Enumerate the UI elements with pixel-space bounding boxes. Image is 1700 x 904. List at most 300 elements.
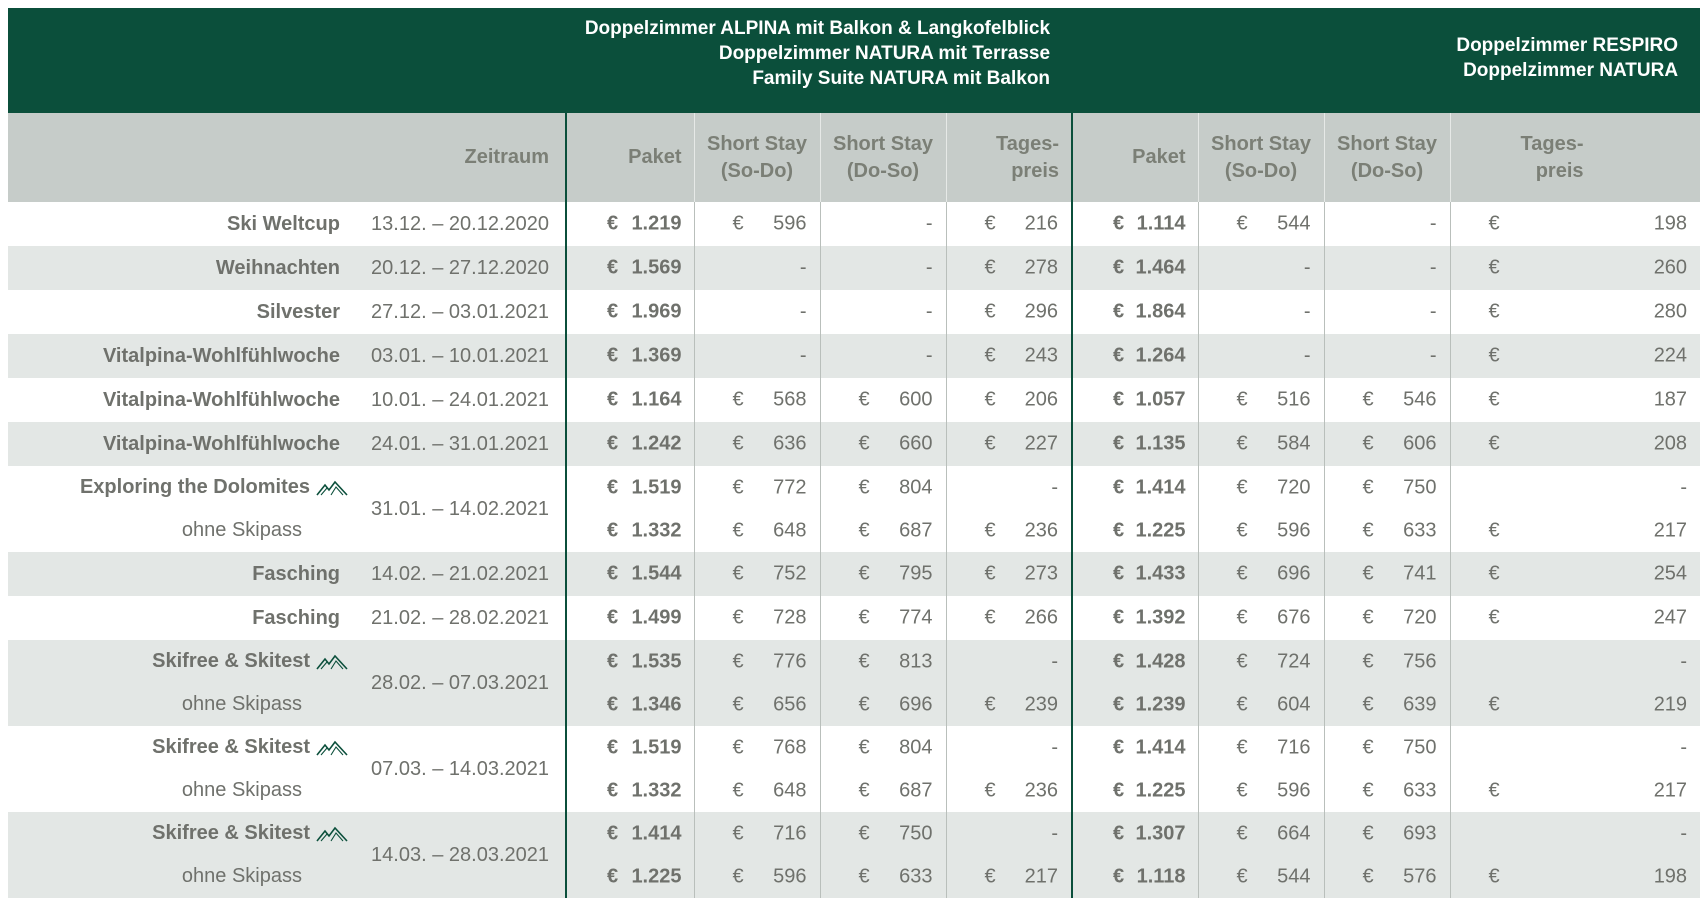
- package-price-cell: [1072, 855, 1198, 898]
- euro-sign: €: [607, 300, 619, 323]
- euro-sign: €: [607, 650, 619, 672]
- euro-sign: €: [1488, 606, 1500, 629]
- price-value: 236: [1024, 779, 1059, 801]
- euro-sign: €: [858, 650, 870, 672]
- price-value: 296: [1024, 300, 1059, 323]
- price-cell: [820, 812, 946, 855]
- euro-sign: €: [1236, 865, 1248, 887]
- package-price-cell: [1072, 334, 1198, 378]
- price-cell: [694, 334, 820, 378]
- price-value: 247: [1653, 606, 1688, 629]
- price-cell: [694, 422, 820, 466]
- mountain-icon: [316, 740, 348, 756]
- price-cell: [694, 683, 820, 726]
- price-cell: [820, 683, 946, 726]
- mountain-icon: [316, 654, 348, 670]
- euro-sign: €: [984, 432, 996, 455]
- euro-sign: €: [1236, 212, 1248, 235]
- price-cell: [820, 466, 946, 509]
- package-price-cell: [1072, 552, 1198, 596]
- euro-sign: €: [1362, 865, 1374, 887]
- euro-sign: €: [1488, 388, 1500, 411]
- price-value: 687: [899, 519, 933, 541]
- price-value: 216: [1024, 212, 1059, 235]
- price-value: 1.369: [631, 344, 682, 367]
- price-cell: [946, 596, 1072, 640]
- price-value: 1.544: [631, 562, 682, 585]
- no-price-dash: -: [799, 344, 807, 367]
- euro-sign: €: [607, 519, 619, 541]
- euro-sign: €: [1113, 865, 1125, 887]
- price-cell: [1450, 334, 1700, 378]
- price-value: 1.414: [631, 822, 682, 844]
- price-value: 633: [1403, 519, 1437, 541]
- no-price-dash: -: [1303, 300, 1311, 323]
- date-range: 14.02. – 21.02.2021: [348, 552, 566, 596]
- price-cell: [694, 290, 820, 334]
- price-table: [8, 8, 1700, 898]
- price-cell: [1324, 683, 1450, 726]
- price-cell: [1450, 378, 1700, 422]
- offer-name: Skifree & Skitest: [152, 736, 310, 758]
- price-value: 1.239: [1135, 693, 1186, 715]
- price-value: 1.219: [631, 212, 682, 235]
- col-label-bottom: (Do-So): [846, 159, 920, 182]
- price-value: 1.499: [631, 606, 682, 629]
- price-value: 219: [1653, 693, 1688, 715]
- price-cell: [1324, 202, 1450, 246]
- price-value: 687: [899, 779, 933, 801]
- euro-sign: €: [1236, 519, 1248, 541]
- price-value: 606: [1403, 432, 1437, 455]
- package-price-cell: [566, 812, 694, 855]
- price-value: 596: [1277, 519, 1311, 541]
- price-cell: [1198, 855, 1324, 898]
- euro-sign: €: [732, 562, 744, 585]
- package-price-cell: [1072, 378, 1198, 422]
- price-cell: [1324, 769, 1450, 812]
- no-price-dash: -: [1051, 822, 1059, 844]
- price-cell: [694, 812, 820, 855]
- col-label-top: Tages-: [1520, 132, 1584, 155]
- price-value: 236: [1024, 519, 1059, 541]
- price-cell: [820, 726, 946, 769]
- euro-sign: €: [732, 779, 744, 801]
- price-value: 716: [1277, 736, 1311, 758]
- date-range: 14.03. – 28.03.2021: [348, 812, 566, 898]
- room-group-1: [566, 8, 1072, 113]
- price-cell: [1324, 466, 1450, 509]
- package-price-cell: [1072, 683, 1198, 726]
- no-price-dash: -: [1429, 212, 1437, 235]
- price-cell: [820, 202, 946, 246]
- package-price-cell: [566, 334, 694, 378]
- price-value: 750: [899, 822, 933, 844]
- no-price-dash: -: [1680, 476, 1688, 498]
- offer-subtitle: ohne Skipass: [181, 519, 302, 541]
- price-value: 544: [1277, 865, 1311, 887]
- euro-sign: €: [1488, 865, 1500, 887]
- date-range: 03.01. – 10.01.2021: [348, 334, 566, 378]
- price-value: 217: [1653, 519, 1688, 541]
- euro-sign: €: [1488, 212, 1500, 235]
- col-short-so-do-1: [694, 113, 820, 202]
- offer-name: Fasching: [252, 606, 340, 629]
- price-cell: [1198, 509, 1324, 552]
- euro-sign: €: [732, 693, 744, 715]
- price-value: 768: [773, 736, 807, 758]
- price-cell: [1450, 683, 1700, 726]
- price-cell: [946, 202, 1072, 246]
- price-cell: [1324, 290, 1450, 334]
- price-value: 187: [1653, 388, 1688, 411]
- col-tagespreis-2: [1450, 113, 1700, 202]
- package-price-cell: [1072, 509, 1198, 552]
- package-price-cell: [1072, 422, 1198, 466]
- euro-sign: €: [858, 606, 870, 629]
- price-cell: [694, 769, 820, 812]
- euro-sign: €: [732, 476, 744, 498]
- no-price-dash: -: [1429, 300, 1437, 323]
- package-price-cell: [1072, 812, 1198, 855]
- table-row: [8, 290, 1700, 334]
- price-cell: [1450, 246, 1700, 290]
- package-price-cell: [566, 202, 694, 246]
- price-cell: [1450, 726, 1700, 769]
- euro-sign: €: [607, 606, 619, 629]
- price-value: 720: [1403, 606, 1437, 629]
- euro-sign: €: [1236, 822, 1248, 844]
- price-value: 1.428: [1135, 650, 1186, 672]
- price-cell: [946, 290, 1072, 334]
- offer-name: Weihnachten: [215, 256, 340, 279]
- price-value: 584: [1277, 432, 1311, 455]
- euro-sign: €: [1362, 562, 1374, 585]
- price-cell: [1198, 378, 1324, 422]
- price-value: 636: [773, 432, 807, 455]
- date-range: 10.01. – 24.01.2021: [371, 388, 549, 411]
- euro-sign: €: [607, 344, 619, 367]
- price-cell: [1198, 246, 1324, 290]
- euro-sign: €: [984, 388, 996, 411]
- euro-sign: €: [1113, 519, 1125, 541]
- offer-name: Vitalpina-Wohlfühlwoche: [102, 432, 340, 455]
- euro-sign: €: [1113, 822, 1125, 844]
- price-cell: [820, 855, 946, 898]
- price-value: 696: [899, 693, 933, 715]
- offer-name: Exploring the Dolomites: [79, 476, 310, 498]
- euro-sign: €: [607, 865, 619, 887]
- price-cell: [946, 640, 1072, 683]
- price-cell: [694, 466, 820, 509]
- table-row: [8, 812, 1700, 898]
- offer-name-cell: [8, 334, 348, 378]
- euro-sign: €: [1362, 432, 1374, 455]
- column-header-row: [8, 113, 1700, 202]
- price-cell: [694, 855, 820, 898]
- date-range: 20.12. – 27.12.2020: [348, 246, 566, 290]
- price-cell: [946, 552, 1072, 596]
- col-short-so-do-2: [1198, 113, 1324, 202]
- price-cell: [1198, 552, 1324, 596]
- col-label-bottom: (Do-So): [1350, 159, 1424, 182]
- euro-sign: €: [984, 693, 996, 715]
- room-group-2-line-1: Doppelzimmer RESPIRO: [1456, 35, 1679, 56]
- col-label-bottom: (So-Do): [720, 159, 794, 182]
- price-value: 1.242: [631, 432, 682, 455]
- price-value: 1.519: [631, 476, 682, 498]
- price-cell: [1450, 769, 1700, 812]
- price-value: 1.225: [631, 865, 682, 887]
- price-value: 741: [1403, 562, 1437, 585]
- offer-name: Ski Weltcup: [227, 212, 340, 235]
- col-label-top: Short Stay: [706, 132, 808, 155]
- euro-sign: €: [1362, 736, 1374, 758]
- price-cell: [694, 378, 820, 422]
- price-cell: [1324, 596, 1450, 640]
- table-row: [8, 466, 1700, 552]
- euro-sign: €: [1362, 606, 1374, 629]
- date-range: 24.01. – 31.01.2021: [348, 422, 566, 466]
- price-cell: [946, 378, 1072, 422]
- price-value: 266: [1024, 606, 1059, 629]
- euro-sign: €: [732, 606, 744, 629]
- package-price-cell: [566, 552, 694, 596]
- price-cell: [820, 552, 946, 596]
- euro-sign: €: [1362, 388, 1374, 411]
- price-cell: [946, 812, 1072, 855]
- euro-sign: €: [607, 212, 619, 235]
- no-price-dash: -: [1429, 256, 1437, 279]
- price-value: 516: [1277, 388, 1311, 411]
- package-price-cell: [1072, 769, 1198, 812]
- price-cell: [946, 683, 1072, 726]
- euro-sign: €: [1236, 693, 1248, 715]
- price-value: 600: [899, 388, 933, 411]
- euro-sign: €: [1113, 256, 1125, 279]
- price-value: 206: [1024, 388, 1059, 411]
- price-value: 660: [899, 432, 933, 455]
- price-value: 1.164: [631, 388, 682, 411]
- price-value: 728: [773, 606, 807, 629]
- col-label-wrap: [1521, 131, 1584, 185]
- price-cell: [946, 509, 1072, 552]
- no-price-dash: -: [799, 256, 807, 279]
- price-value: 208: [1653, 432, 1688, 455]
- col-label-bottom: preis: [1535, 159, 1584, 182]
- euro-sign: €: [1113, 388, 1125, 411]
- price-cell: [1324, 334, 1450, 378]
- price-value: 224: [1653, 344, 1688, 367]
- offer-name: Skifree & Skitest: [152, 822, 310, 844]
- price-value: 648: [773, 779, 807, 801]
- offer-name-cell: [8, 378, 348, 422]
- room-group-1-line-3: Family Suite NATURA mit Balkon: [752, 68, 1051, 89]
- price-value: 813: [899, 650, 933, 672]
- price-cell: [1324, 509, 1450, 552]
- euro-sign: €: [1113, 344, 1125, 367]
- room-group-1-line-1: Doppelzimmer ALPINA mit Balkon & Langkofelblick: [584, 18, 1051, 39]
- price-cell: [1198, 596, 1324, 640]
- euro-sign: €: [1488, 519, 1500, 541]
- price-cell: [946, 726, 1072, 769]
- price-cell: [820, 769, 946, 812]
- package-price-cell: [566, 290, 694, 334]
- package-price-cell: [1072, 246, 1198, 290]
- package-price-cell: [1072, 290, 1198, 334]
- col-label-top: Short Stay: [1211, 132, 1312, 155]
- euro-sign: €: [984, 606, 996, 629]
- euro-sign: €: [984, 256, 996, 279]
- price-value: 772: [773, 476, 807, 498]
- price-value: 752: [773, 562, 807, 585]
- offer-name: Fasching: [252, 562, 340, 585]
- price-cell: [1198, 726, 1324, 769]
- euro-sign: €: [984, 300, 996, 323]
- room-group-1-line-2: Doppelzimmer NATURA mit Terrasse: [718, 43, 1051, 64]
- date-range: 21.02. – 28.02.2021: [371, 606, 549, 629]
- euro-sign: €: [1113, 693, 1125, 715]
- no-price-dash: -: [1051, 650, 1059, 672]
- table-row: [8, 596, 1700, 640]
- date-range: 27.12. – 03.01.2021: [371, 300, 549, 323]
- package-price-cell: [566, 596, 694, 640]
- price-value: 1.392: [1135, 606, 1186, 629]
- euro-sign: €: [984, 212, 996, 235]
- offer-name-cell: [8, 422, 348, 466]
- euro-sign: €: [1236, 606, 1248, 629]
- price-value: 239: [1024, 693, 1059, 715]
- price-value: 278: [1024, 256, 1059, 279]
- table-row: [8, 552, 1700, 596]
- price-value: 648: [773, 519, 807, 541]
- euro-sign: €: [1113, 650, 1125, 672]
- mountain-icon: [316, 826, 348, 842]
- price-cell: [1450, 596, 1700, 640]
- package-price-cell: [1072, 466, 1198, 509]
- price-value: 1.569: [631, 256, 682, 279]
- price-value: 1.464: [1135, 256, 1186, 279]
- price-cell: [1198, 422, 1324, 466]
- price-cell: [1450, 640, 1700, 683]
- price-value: 1.057: [1135, 388, 1186, 411]
- col-label-top: Tages-: [996, 132, 1060, 155]
- header-spacer: [8, 8, 566, 113]
- price-value: 1.433: [1135, 562, 1186, 585]
- euro-sign: €: [1113, 476, 1125, 498]
- offer-name-cell: [8, 466, 348, 509]
- package-price-cell: [566, 726, 694, 769]
- price-cell: [1450, 466, 1700, 509]
- euro-sign: €: [732, 519, 744, 541]
- offer-subtitle: ohne Skipass: [8, 855, 348, 898]
- euro-sign: €: [1113, 606, 1125, 629]
- package-price-cell: [1072, 640, 1198, 683]
- euro-sign: €: [732, 432, 744, 455]
- package-price-cell: [566, 640, 694, 683]
- price-value: 1.264: [1135, 344, 1186, 367]
- price-value: 596: [1277, 779, 1311, 801]
- price-cell: [1324, 640, 1450, 683]
- euro-sign: €: [984, 865, 996, 887]
- price-value: 544: [1277, 212, 1311, 235]
- price-cell: [820, 422, 946, 466]
- col-short-do-so-1: [820, 113, 946, 202]
- col-paket-1: Paket: [566, 113, 694, 202]
- offer-name-cell: [8, 640, 348, 683]
- price-cell: [946, 855, 1072, 898]
- price-cell: [946, 466, 1072, 509]
- package-price-cell: [566, 466, 694, 509]
- price-value: 664: [1277, 822, 1311, 844]
- price-cell: [694, 552, 820, 596]
- price-cell: [1324, 552, 1450, 596]
- col-label-bottom: (So-Do): [1224, 159, 1298, 182]
- offer-name: Vitalpina-Wohlfühlwoche: [102, 388, 340, 411]
- euro-sign: €: [858, 476, 870, 498]
- euro-sign: €: [1362, 693, 1374, 715]
- price-value: 596: [773, 212, 807, 235]
- price-value: 273: [1024, 562, 1059, 585]
- euro-sign: €: [1113, 779, 1125, 801]
- price-value: 1.864: [1135, 300, 1186, 323]
- price-cell: [694, 246, 820, 290]
- euro-sign: €: [984, 562, 996, 585]
- euro-sign: €: [984, 344, 996, 367]
- table-row: [8, 378, 1700, 422]
- price-value: 1.114: [1136, 212, 1186, 235]
- price-value: 804: [899, 736, 933, 758]
- price-value: 1.135: [1135, 432, 1186, 455]
- price-value: 596: [773, 865, 807, 887]
- price-value: 254: [1653, 562, 1688, 585]
- date-range: 13.12. – 20.12.2020: [371, 212, 549, 235]
- table-row: [8, 422, 1700, 466]
- price-cell: [1198, 769, 1324, 812]
- price-cell: [1324, 246, 1450, 290]
- no-price-dash: -: [1680, 736, 1688, 758]
- price-value: 750: [1403, 476, 1437, 498]
- no-price-dash: -: [925, 300, 933, 323]
- price-cell: [694, 726, 820, 769]
- no-price-dash: -: [1680, 650, 1688, 672]
- price-cell: [946, 422, 1072, 466]
- euro-sign: €: [1113, 432, 1125, 455]
- mountain-icon: [316, 480, 348, 496]
- euro-sign: €: [607, 476, 619, 498]
- price-value: 604: [1277, 693, 1311, 715]
- date-range: 28.02. – 07.03.2021: [348, 640, 566, 726]
- price-value: 1.414: [1135, 736, 1186, 758]
- euro-sign: €: [1236, 562, 1248, 585]
- euro-sign: €: [1362, 519, 1374, 541]
- price-cell: [820, 378, 946, 422]
- euro-sign: €: [1488, 344, 1500, 367]
- euro-sign: €: [858, 562, 870, 585]
- package-price-cell: [1072, 596, 1198, 640]
- euro-sign: €: [607, 388, 619, 411]
- euro-sign: €: [732, 212, 744, 235]
- offer-name-cell: [8, 246, 348, 290]
- euro-sign: €: [1113, 736, 1125, 758]
- euro-sign: €: [1488, 562, 1500, 585]
- price-cell: [1324, 726, 1450, 769]
- price-cell: [820, 596, 946, 640]
- euro-sign: €: [858, 388, 870, 411]
- price-table-container: [8, 8, 1700, 898]
- price-cell: [1198, 466, 1324, 509]
- price-value: 1.519: [631, 736, 682, 758]
